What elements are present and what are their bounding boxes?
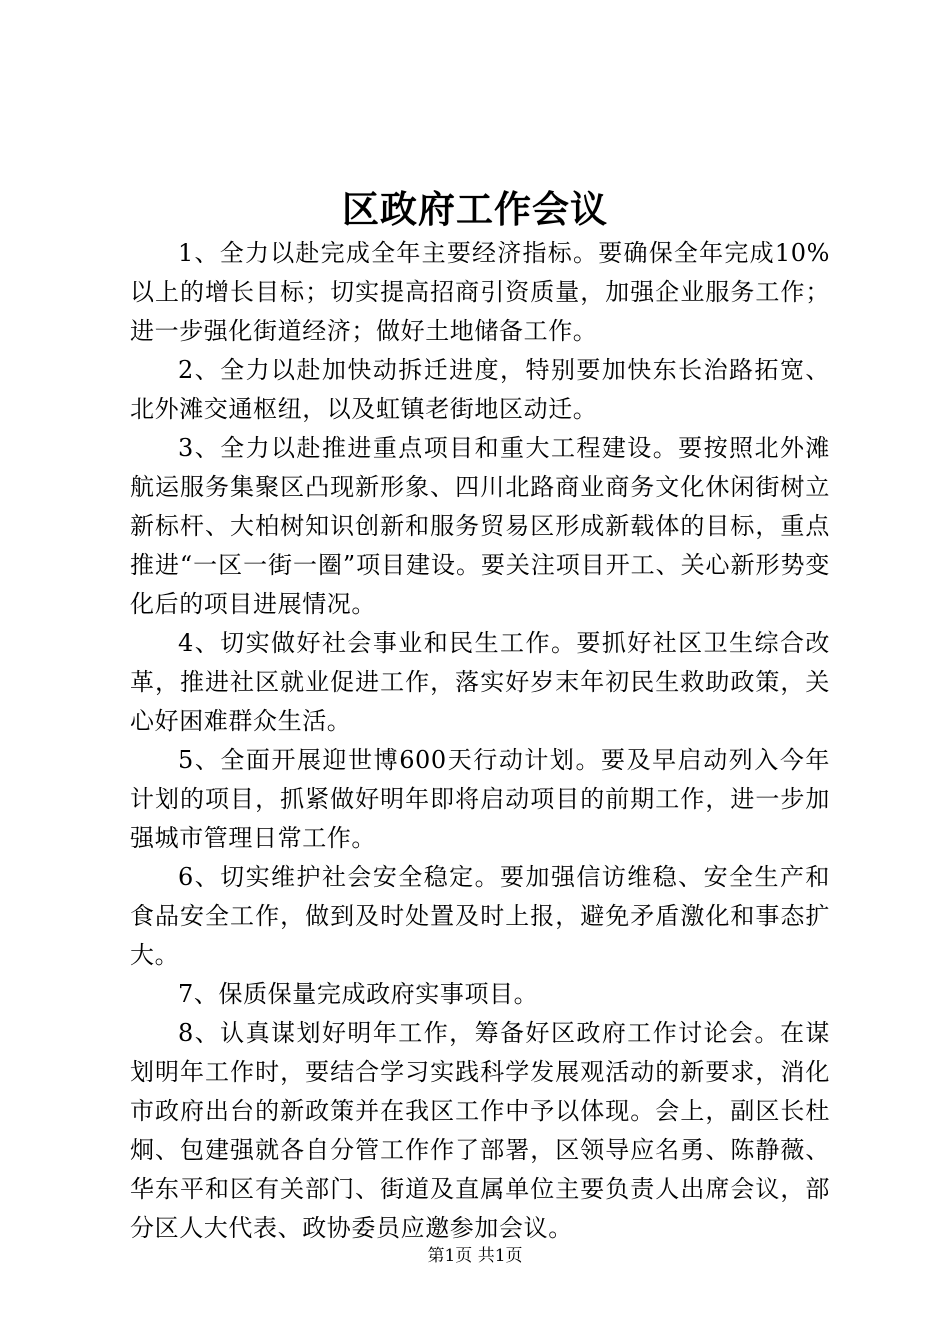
- document-title: 区政府工作会议: [342, 187, 608, 231]
- page-number-footer: 第1页 共1页: [427, 1246, 523, 1266]
- paragraph-7: 7、保质保量完成政府实事项目。: [178, 980, 539, 1008]
- paragraph-6: 6、切实维护社会安全稳定。要加强信访维稳、安全生产和食品安全工作，做到及时处置及时上报，避免矛盾激化和事态扩大。: [130, 863, 830, 969]
- document-body: [130, 234, 830, 1248]
- paragraph-4: 4、切实做好社会事业和民生工作。要抓好社区卫生综合改革，推进社区就业促进工作，落实好岁末年初民生救助政策，关心好困难群众生活。: [130, 629, 830, 735]
- paragraph-1: 1、全力以赴完成全年主要经济指标。要确保全年完成10%以上的增长目标；切实提高招商引资质量，加强企业服务工作；进一步强化街道经济；做好土地储备工作。: [130, 239, 830, 345]
- paragraph-5: 5、全面开展迎世博600天行动计划。要及早启动列入今年计划的项目，抓紧做好明年即将启动项目的前期工作，进一步加强城市管理日常工作。: [130, 746, 830, 852]
- paragraph-3: 3、全力以赴推进重点项目和重大工程建设。要按照北外滩航运服务集聚区凸现新形象、四川北路商业商务文化休闲街树立新标杆、大柏树知识创新和服务贸易区形成新载体的目标，重点推进“一区一街一圈”项目建设。要关注项目开工、关心新形势变化后的项目进展情况。: [130, 434, 830, 618]
- paragraph-8: 8、认真谋划好明年工作，筹备好区政府工作讨论会。在谋划明年工作时，要结合学习实践科学发展观活动的新要求，消化市政府出台的新政策并在我区工作中予以体现。会上，副区长杜炯、包建强就各自分管工作作了部署，区领导应名勇、陈静薇、华东平和区有关部门、街道及直属单位主要负责人出席会议，部分区人大代表、政协委员应邀参加会议。: [130, 1019, 830, 1242]
- paragraph-2: 2、全力以赴加快动拆迁进度，特别要加快东长治路拓宽、北外滩交通枢纽，以及虹镇老街地区动迁。: [130, 356, 830, 423]
